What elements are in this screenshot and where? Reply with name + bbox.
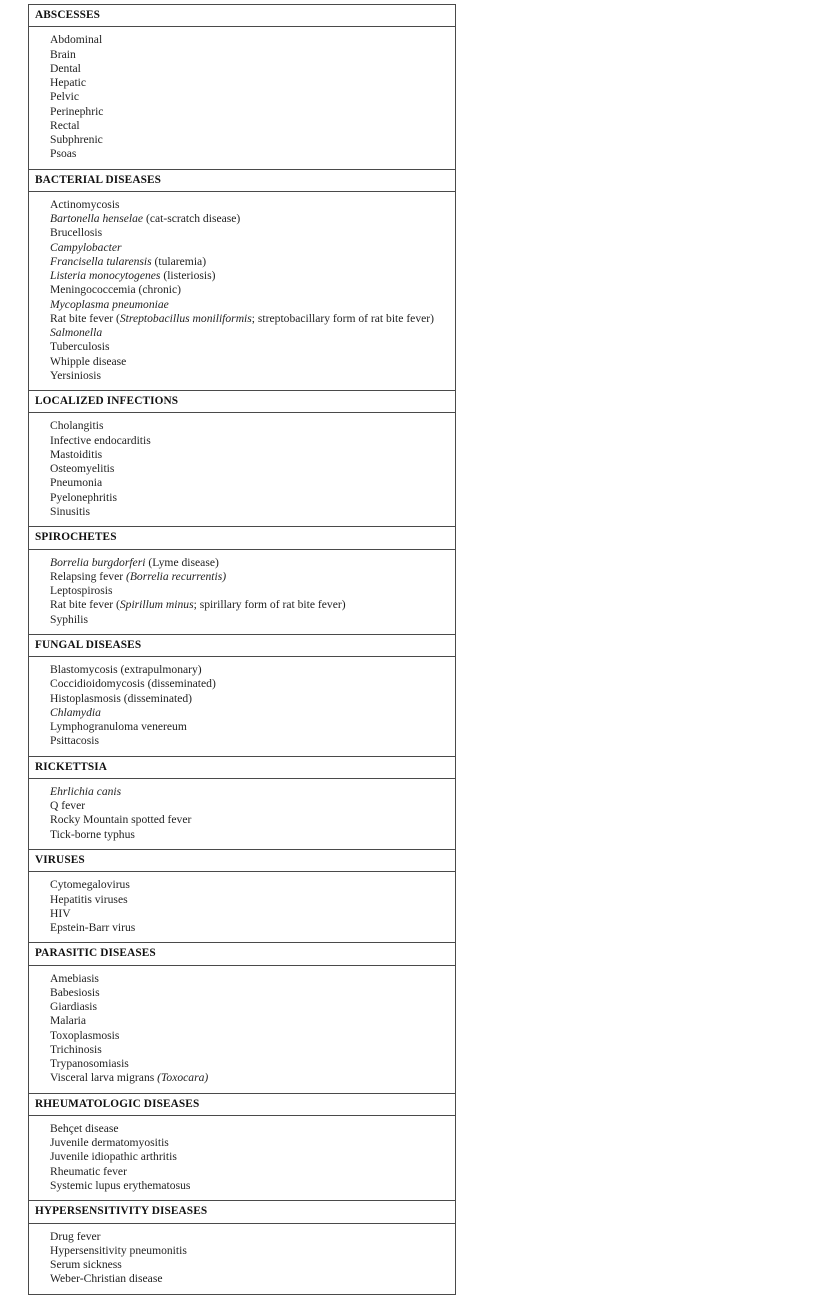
disease-item: Perinephric (50, 104, 104, 118)
disease-item: Hepatitis viruses (50, 892, 128, 906)
section-header: SPIROCHETES (29, 527, 455, 549)
disease-item: Chlamydia (50, 705, 101, 719)
disease-item: Dental (50, 61, 81, 75)
section-body (29, 413, 455, 526)
disease-item: Salmonella (50, 326, 103, 340)
disease-section (28, 756, 456, 849)
disease-item: Syphilis (50, 612, 89, 626)
disease-item: Relapsing fever (Borrelia recurrentis) (50, 569, 227, 583)
section-body (29, 1224, 455, 1294)
disease-item: Cytomegalovirus (50, 878, 130, 892)
disease-item: Cholangitis (50, 419, 104, 433)
disease-item: Osteomyelitis (50, 462, 115, 476)
disease-item: Rocky Mountain spotted fever (50, 813, 192, 827)
disease-item: Psoas (50, 147, 77, 161)
disease-item: Malaria (50, 1014, 87, 1028)
disease-item: Francisella tularensis (tularemia) (50, 254, 207, 268)
disease-section (28, 390, 456, 526)
disease-item: HIV (50, 906, 71, 920)
disease-item: Hypersensitivity pneumonitis (50, 1243, 187, 1257)
disease-section (28, 942, 456, 1092)
disease-item: Subphrenic (50, 133, 103, 147)
section-header: RHEUMATOLOGIC DISEASES (29, 1094, 455, 1116)
disease-item: Actinomycosis (50, 197, 120, 211)
disease-item: Whipple disease (50, 354, 127, 368)
disease-section (28, 634, 456, 756)
section-body (29, 1116, 455, 1200)
disease-item: Blastomycosis (extrapulmonary) (50, 663, 202, 677)
section-header: ABSCESSES (29, 5, 455, 27)
disease-item: Yersiniosis (50, 368, 102, 382)
disease-item: Systemic lupus erythematosus (50, 1178, 191, 1192)
disease-item: Borrelia burgdorferi (Lyme disease) (50, 555, 219, 569)
disease-item: Ehrlichia canis (50, 784, 122, 798)
disease-item: Pneumonia (50, 476, 103, 490)
disease-item: Abdominal (50, 33, 103, 47)
disease-item: Sinusitis (50, 504, 90, 518)
disease-item: Mycoplasma pneumoniae (50, 297, 169, 311)
section-header: VIRUSES (29, 850, 455, 872)
disease-item: Histoplasmosis (disseminated) (50, 691, 193, 705)
disease-section (28, 4, 456, 169)
disease-item: Visceral larva migrans (Toxocara) (50, 1071, 209, 1085)
disease-item: Rectal (50, 118, 80, 132)
disease-item: Pelvic (50, 90, 79, 104)
disease-item: Meningococcemia (chronic) (50, 283, 182, 297)
disease-item: Brucellosis (50, 226, 103, 240)
disease-item: Serum sickness (50, 1258, 122, 1272)
disease-item: Pyelonephritis (50, 490, 117, 504)
disease-item: Rheumatic fever (50, 1164, 127, 1178)
disease-item: Infective endocarditis (50, 433, 151, 447)
disease-section (28, 849, 456, 942)
disease-item: Leptospirosis (50, 584, 113, 598)
disease-item: Amebiasis (50, 971, 99, 985)
disease-item: Drug fever (50, 1229, 101, 1243)
disease-item: Giardiasis (50, 1000, 98, 1014)
disease-item: Coccidioidomycosis (disseminated) (50, 677, 216, 691)
section-body (29, 27, 455, 168)
disease-section (28, 526, 456, 634)
disease-section (28, 1200, 456, 1294)
disease-category-table (28, 4, 456, 1295)
disease-item: Rat bite fever (Spirillum minus; spirillary form of rat bite fever) (50, 598, 346, 612)
disease-item: Behçet disease (50, 1121, 119, 1135)
section-header: FUNGAL DISEASES (29, 635, 455, 657)
disease-item: Lymphogranuloma venereum (50, 720, 187, 734)
section-header: RICKETTSIA (29, 757, 455, 779)
disease-item: Trichinosis (50, 1042, 102, 1056)
disease-item: Toxoplasmosis (50, 1028, 120, 1042)
disease-item: Epstein-Barr virus (50, 921, 136, 935)
disease-item: Tick-borne typhus (50, 827, 135, 841)
disease-item: Hepatic (50, 76, 87, 90)
disease-item: Tuberculosis (50, 340, 110, 354)
disease-item: Weber-Christian disease (50, 1272, 163, 1286)
disease-item: Babesiosis (50, 985, 100, 999)
section-body (29, 657, 455, 756)
disease-item: Listeria monocytogenes (listeriosis) (50, 269, 216, 283)
section-body (29, 966, 455, 1093)
disease-item: Trypanosomiasis (50, 1057, 129, 1071)
section-header: HYPERSENSITIVITY DISEASES (29, 1201, 455, 1223)
disease-item: Brain (50, 47, 76, 61)
disease-section (28, 169, 456, 391)
disease-item: Bartonella henselae (cat-scratch disease) (50, 212, 241, 226)
section-body (29, 192, 455, 390)
section-header: BACTERIAL DISEASES (29, 170, 455, 192)
section-body (29, 550, 455, 634)
disease-item: Mastoiditis (50, 447, 103, 461)
disease-section (28, 1093, 456, 1201)
disease-item: Psittacosis (50, 734, 99, 748)
section-body (29, 779, 455, 849)
disease-item: Rat bite fever (Streptobacillus moniliformis; streptobacillary form of rat bite fever) (50, 311, 434, 325)
section-header: PARASITIC DISEASES (29, 943, 455, 965)
disease-item: Campylobacter (50, 240, 122, 254)
disease-item: Q fever (50, 799, 86, 813)
section-header: LOCALIZED INFECTIONS (29, 391, 455, 413)
disease-item: Juvenile idiopathic arthritis (50, 1150, 177, 1164)
section-body (29, 872, 455, 942)
disease-item: Juvenile dermatomyositis (50, 1136, 169, 1150)
